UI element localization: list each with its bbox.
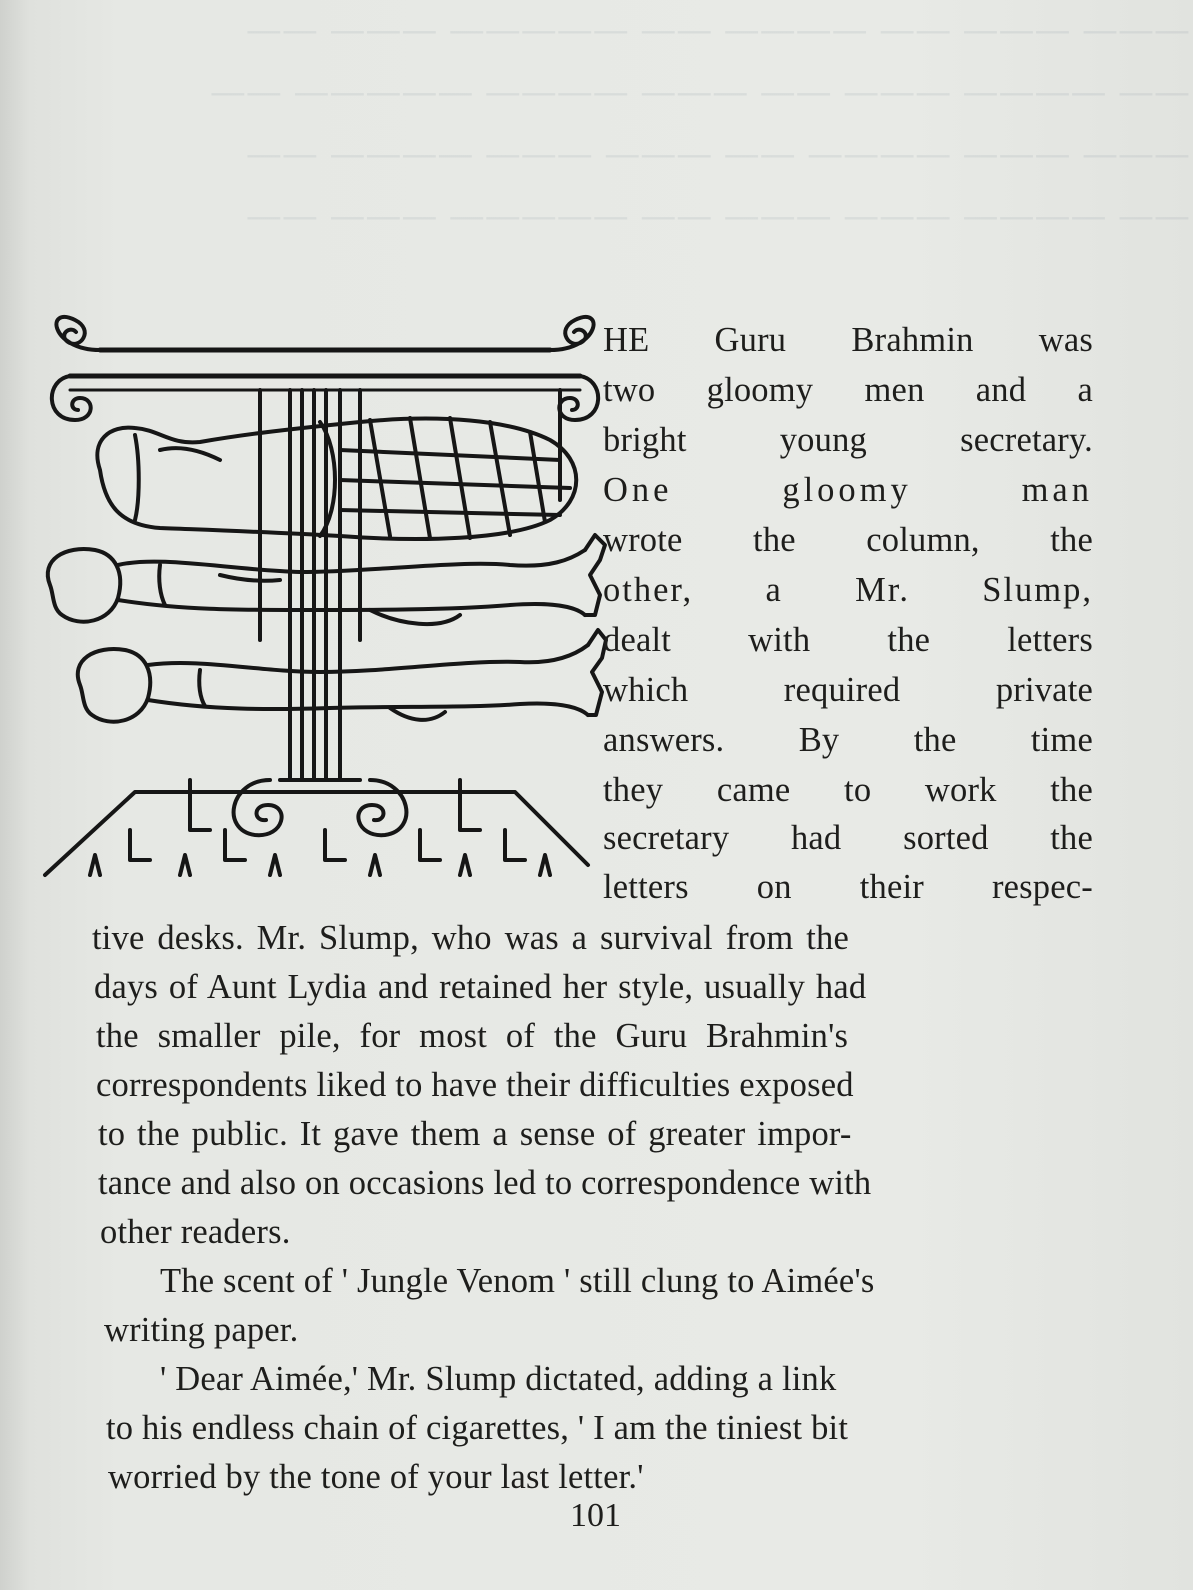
full-line-4: correspondents liked to have their difficulties exposed <box>96 1066 854 1104</box>
decorated-initial-illustration <box>40 310 610 900</box>
word: the <box>1050 819 1093 857</box>
page-number: 101 <box>570 1497 621 1534</box>
full-line-9: writing paper. <box>104 1311 299 1349</box>
narrow-line-2 <box>603 366 1093 416</box>
word: which <box>603 671 689 709</box>
word: private <box>995 671 1093 709</box>
word: secretary. <box>960 421 1093 459</box>
narrow-line-5 <box>603 516 1093 566</box>
word: on <box>756 868 792 906</box>
full-line-10: ' Dear Aimée,' Mr. Slump dictated, adding a link <box>160 1360 837 1398</box>
narrow-line-10 <box>603 766 1093 816</box>
narrow-line-4 <box>603 466 1093 516</box>
full-line-7: other readers. <box>100 1213 291 1251</box>
word: was <box>1038 321 1093 359</box>
word: column, <box>866 521 980 559</box>
word: the <box>1050 771 1093 809</box>
full-line-1: tive desks. Mr. Slump, who was a survival from the <box>92 919 850 957</box>
word: Guru <box>714 321 787 359</box>
word: By <box>798 721 840 759</box>
word: letters <box>1007 621 1093 659</box>
word: work <box>924 771 997 809</box>
word: time <box>1030 721 1093 759</box>
word: answers. <box>603 721 725 759</box>
full-line-3: the smaller pile, for most of the Guru Brahmin's <box>96 1017 849 1055</box>
word: and <box>975 371 1027 409</box>
narrow-line-9 <box>603 716 1093 766</box>
word: two <box>603 371 656 409</box>
word: sorted <box>903 819 989 857</box>
full-line-5: to the public. It gave them a sense of greater impor- <box>98 1115 852 1153</box>
word: bright <box>603 421 687 459</box>
word: wrote <box>603 521 683 559</box>
narrow-line-6 <box>603 566 1093 616</box>
word: dealt <box>603 621 672 659</box>
narrow-line-8 <box>603 666 1093 716</box>
word: man <box>1021 471 1093 509</box>
word: a <box>1077 371 1093 409</box>
word: Mr. <box>855 571 910 609</box>
word: required <box>783 671 901 709</box>
narrow-line-1 <box>603 316 1093 366</box>
full-line-6: tance and also on occasions led to correspondence with <box>98 1164 872 1202</box>
full-line-2: days of Aunt Lydia and retained her style, usually had <box>94 968 867 1006</box>
word: they <box>603 771 664 809</box>
word: the <box>1050 521 1093 559</box>
word: the <box>887 621 931 659</box>
word: had <box>790 819 842 857</box>
word: One <box>603 471 673 509</box>
full-line-12: worried by the tone of your last letter.' <box>108 1458 644 1496</box>
word: respec- <box>991 868 1093 906</box>
word: young <box>779 421 867 459</box>
word: men <box>864 371 925 409</box>
word: Slump, <box>982 571 1093 609</box>
full-line-8: The scent of ' Jungle Venom ' still clung to Aimée's <box>160 1262 875 1300</box>
word: gloomy <box>782 471 912 509</box>
word: gloomy <box>706 371 814 409</box>
word: Brahmin <box>851 321 974 359</box>
narrow-line-3 <box>603 416 1093 466</box>
word: other, <box>603 571 694 609</box>
show-through-from-reverse: ——— ——— —— ———— —— ————— ——— —— —— ———— ——— —— ——— ———— ————— —— ——— ——— ———— —— ——— ——— ———— —— —— ———— ——— ——— —— ————— ——— —— <box>209 10 1190 237</box>
narrow-line-7 <box>603 616 1093 666</box>
narrow-line-11 <box>603 814 1093 864</box>
word: letters <box>603 868 689 906</box>
narrow-line-12 <box>603 863 1093 913</box>
word: secretary <box>603 819 730 857</box>
word: the <box>753 521 796 559</box>
word: with <box>748 621 811 659</box>
word: to <box>844 771 872 809</box>
word: a <box>765 571 783 609</box>
word: HE <box>603 321 650 359</box>
word: the <box>913 721 957 759</box>
word: came <box>716 771 791 809</box>
full-line-11: to his endless chain of cigarettes, ' I am the tiniest bit <box>106 1409 849 1447</box>
word: their <box>859 868 924 906</box>
